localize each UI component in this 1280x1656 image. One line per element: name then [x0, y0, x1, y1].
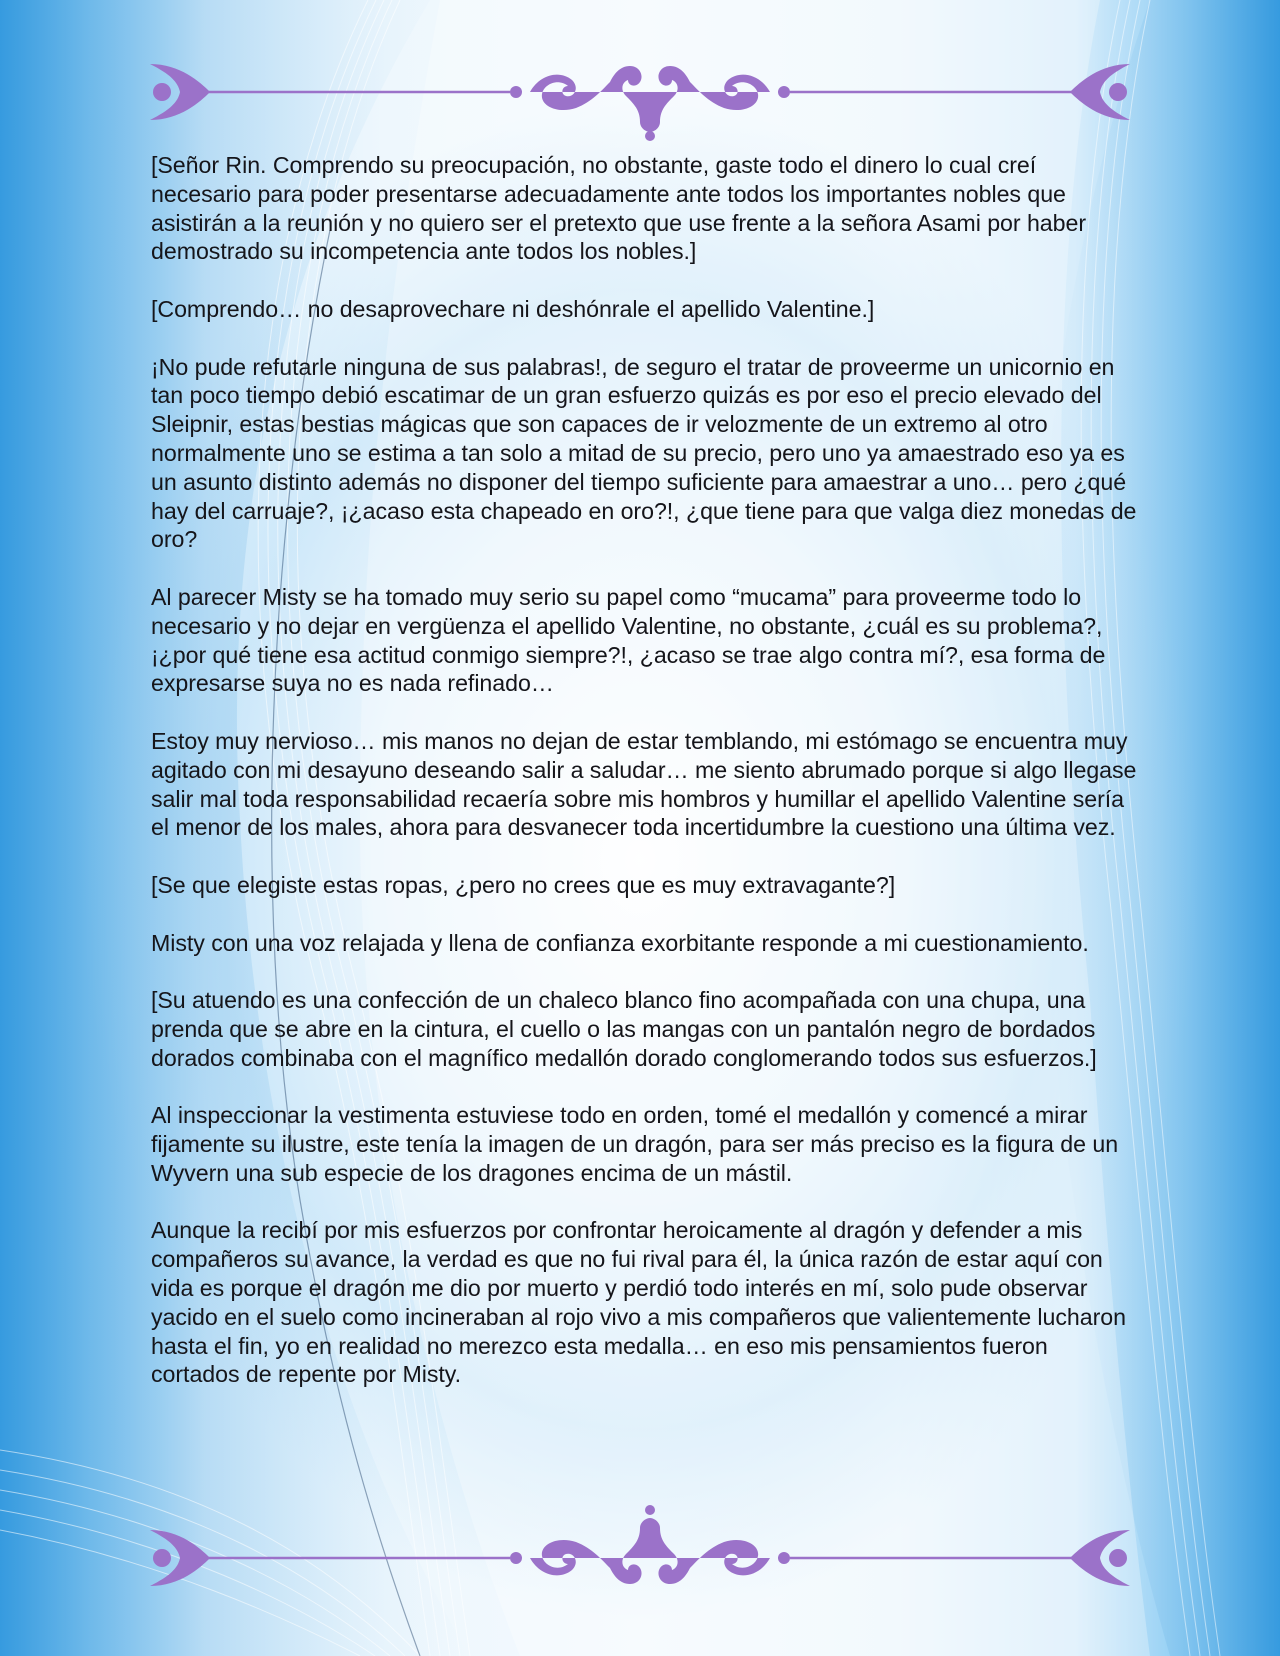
flourish-divider-top-icon	[140, 52, 1140, 142]
paragraph: Aunque la recibí por mis esfuerzos por confrontar heroicamente al dragón y defender a mis compañeros su avance, la verdad es que no fui rival para él, la única razón de estar aquí con vida es porque el dragón me dio por muerto y perdió todo interés en mí, solo pude observar yacido en el suelo como incineraban al rojo vivo a mis compañeros que valientemente lucharon hasta el fin, yo en realidad no merezco esta medalla… en eso mis pensamientos fueron cortados de repente por Misty.	[151, 1217, 1126, 1388]
document-body	[151, 151, 1141, 1418]
paragraph: [Se que elegiste estas ropas, ¿pero no crees que es muy extravagante?]	[151, 871, 896, 898]
paragraph: ¡No pude refutarle ninguna de sus palabras!, de seguro el tratar de proveerme un unicornio en tan poco tiempo debió escatimar de un gran esfuerzo quizás es por eso el precio elevado del Sleipnir, estas bestias mágicas que son capaces de ir velozmente de un extremo al otro normalmente uno se estima a tan solo a mitad de su precio, pero uno ya amaestrado eso ya es un asunto distinto además no disponer del tiempo suficiente para amaestrar a uno… pero ¿qué hay del carruaje?, ¡¿acaso esta chapeado en oro?!, ¿que tiene para que valga diez monedas de oro?	[151, 353, 1137, 553]
flourish-divider-bottom-icon	[140, 1502, 1140, 1592]
paragraph: [Señor Rin. Comprendo su preocupación, no obstante, gaste todo el dinero lo cual creí necesario para poder presentarse adecuadamente ante todos los importantes nobles que asistirán a la reunión y no quiero ser el pretexto que use frente a la señora Asami por haber demostrado su incompetencia ante todos los nobles.]	[151, 152, 1086, 265]
paragraph: Al parecer Misty se ha tomado muy serio su papel como “mucama” para proveerme todo lo necesario y no dejar en vergüenza el apellido Valentine, no obstante, ¿cuál es su problema?, ¡¿por qué tiene esa actitud conmigo siempre?!, ¿acaso se trae algo contra mí?, esa forma de expresarse suya no es nada refinado…	[151, 583, 1106, 697]
paragraph: [Su atuendo es una confección de un chaleco blanco fino acompañada con una chupa, una prenda que se abre en la cintura, el cuello o las mangas con un pantalón negro de bordados dorados combinaba con el magnífico medallón dorado conglomerando todos sus esfuerzos.]	[151, 987, 1097, 1071]
paragraph: Misty con una voz relajada y llena de confianza exorbitante responde a mi cuestionamiento.	[151, 929, 1089, 956]
paragraph: Estoy muy nervioso… mis manos no dejan de estar temblando, mi estómago se encuentra muy agitado con mi desayuno deseando salir a saludar… me siento abrumado porque si algo llegase salir mal toda responsabilidad recaería sobre mis hombros y humillar el apellido Valentine sería el menor de los males, ahora para desvanecer toda incertidumbre la cuestiono una última vez.	[151, 727, 1137, 841]
paragraph: Al inspeccionar la vestimenta estuviese todo en orden, tomé el medallón y comencé a mirar fijamente su ilustre, este tenía la imagen de un dragón, para ser más preciso es la figura de un Wyvern una sub especie de los dragones encima de un mástil.	[151, 1102, 1119, 1186]
paragraph: [Comprendo… no desaprovechare ni deshónrale el apellido Valentine.]	[151, 295, 875, 322]
